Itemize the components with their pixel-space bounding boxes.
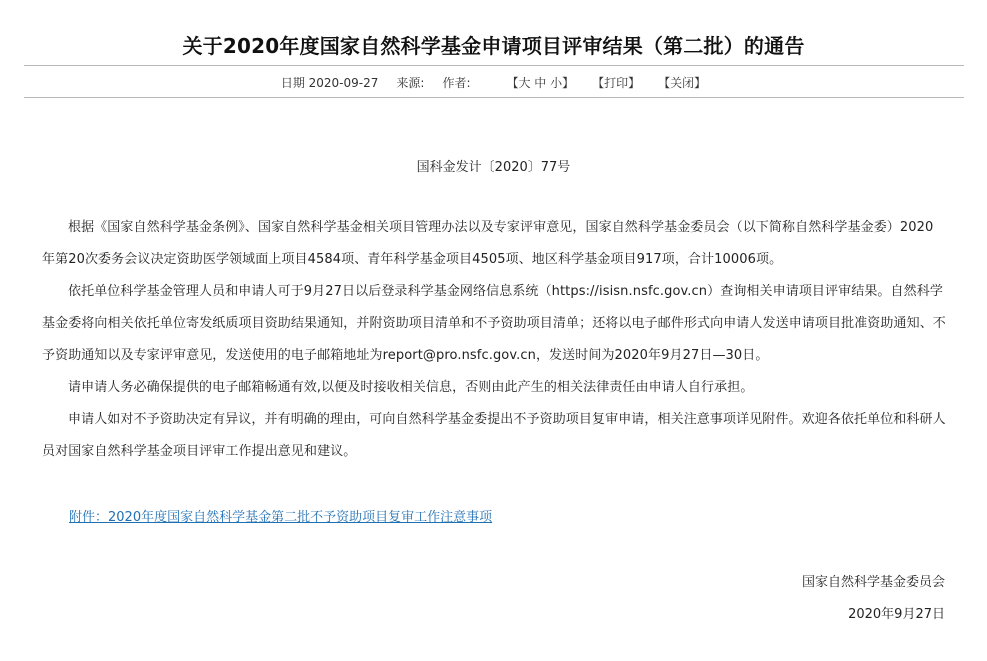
article-meta-bar — [0, 74, 987, 91]
author-label: 作者: — [442, 76, 471, 90]
source-label: 来源: — [396, 76, 425, 90]
attachment-link[interactable]: 附件：2020年度国家自然科学基金第二批不予资助项目复审工作注意事项 — [69, 510, 493, 525]
signature-date: 2020年9月27日 — [848, 607, 945, 622]
body-paragraph-1: 根据《国家自然科学基金条例》、国家自然科学基金相关项目管理办法以及专家评审意见，国家自然科学基金委员会（以下简称自然科学基金委）2020年第20次委务会议决定资助医学领域面上项目4584项、青年科学基金项目4505项、地区科学基金项目917项，合计10006项。 — [42, 220, 934, 267]
publish-date: 日期 2020-09-27 — [280, 76, 379, 90]
body-paragraph-2: 依托单位科学基金管理人员和申请人可于9月27日以后登录科学基金网络信息系统（https://isisn.nsfc.gov.cn）查询相关申请项目评审结果。自然科学基金委将向相关依托单位寄发纸质项目资助结果通知，并附资助项目清单和不予资助项目清单；还将以电子邮件形式向申请人发送申请项目批准资助通知、不予资助通知以及专家评审意见，发送使用的电子邮箱地址为report@pro.nsfc.gov.cn，发送时间为2020年9月27日—30日。 — [42, 284, 946, 363]
print-button[interactable]: 【打印】 — [592, 76, 641, 90]
close-button[interactable]: 【关闭】 — [658, 76, 707, 90]
body-paragraph-3: 请申请人务必确保提供的电子邮箱畅通有效,以便及时接收相关信息，否则由此产生的相关法律责任由申请人自行承担。 — [68, 380, 754, 395]
document-number: 国科金发计〔2020〕77号 — [416, 160, 571, 175]
font-size-control[interactable]: 【大 中 小】 — [506, 76, 575, 90]
header-divider-top — [24, 65, 964, 66]
body-paragraph-4: 申请人如对不予资助决定有异议，并有明确的理由，可向自然科学基金委提出不予资助项目复审申请，相关注意事项详见附件。欢迎各依托单位和科研人员对国家自然科学基金项目评审工作提出意见和建议。 — [42, 412, 946, 459]
signature-organization: 国家自然科学基金委员会 — [801, 575, 945, 590]
header-divider-bottom — [24, 97, 964, 98]
page-title: 关于2020年度国家自然科学基金申请项目评审结果（第二批）的通告 — [182, 34, 805, 58]
